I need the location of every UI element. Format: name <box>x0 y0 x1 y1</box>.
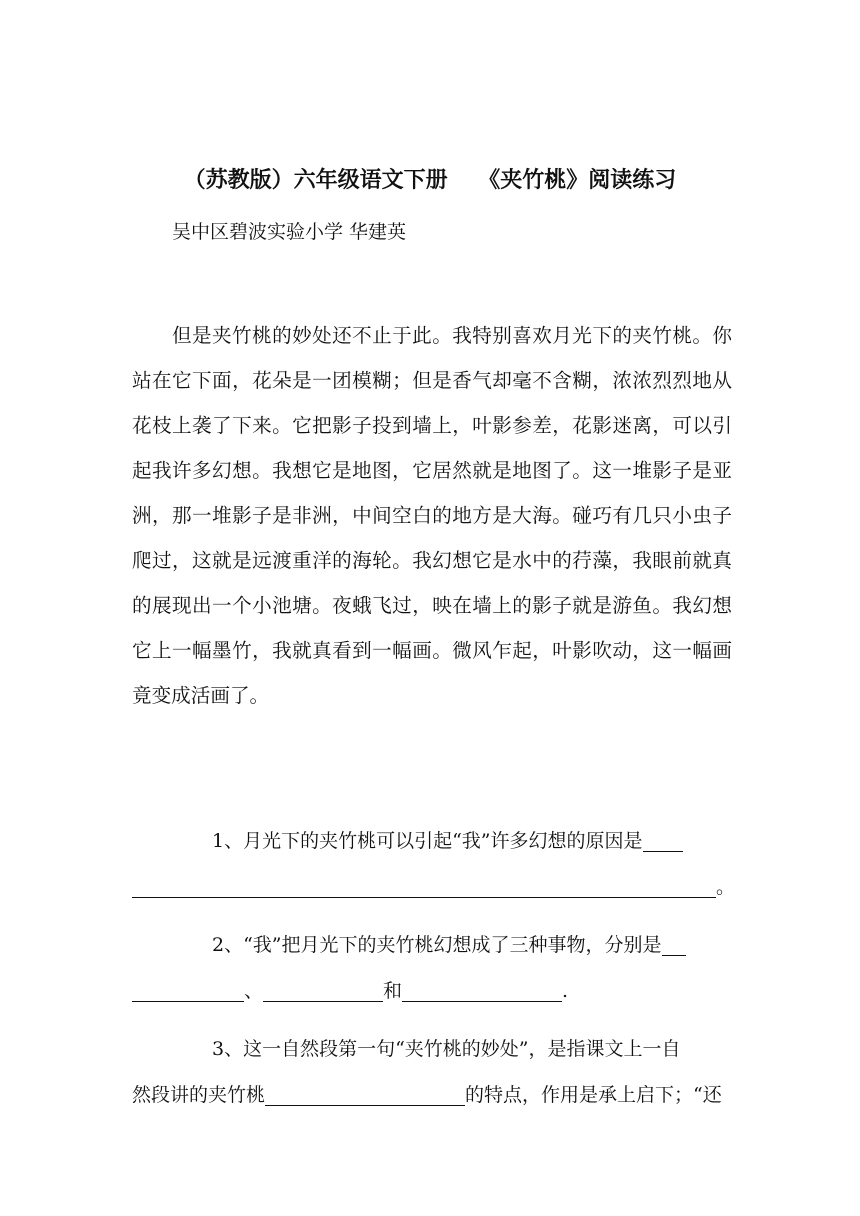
passage-line: 但是夹竹桃的妙处还不止于此。我特别喜欢月光下的夹竹桃。你 <box>172 324 732 347</box>
passage-line: 站在它下面，花朵是一团模糊；但是香气却毫不含糊，浓浓烈烈地从 <box>132 369 732 392</box>
question-3-continuation <box>132 1072 732 1118</box>
question-1-text: 1、月光下的夹竹桃可以引起“我”许多幻想的原因是 <box>212 830 643 852</box>
passage-line: 爬过，这就是远渡重洋的海轮。我幻想它是水中的荇藻，我眼前就真 <box>132 549 732 572</box>
answer-blank[interactable] <box>263 971 383 1002</box>
passage-line: 花枝上袭了下来。它把影子投到墙上，叶影参差，花影迷离，可以引 <box>132 414 732 437</box>
reading-passage <box>132 313 732 718</box>
question-2-end: . <box>562 980 569 1002</box>
answer-blank[interactable] <box>643 821 683 852</box>
answer-blank[interactable] <box>132 971 244 1002</box>
question-1-continuation <box>132 864 736 910</box>
answer-blank[interactable] <box>662 925 686 956</box>
question-3-text-b: 的特点，作用是承上启下；“还 <box>465 1084 722 1106</box>
question-list <box>132 818 736 1118</box>
answer-blank[interactable] <box>265 1075 465 1106</box>
question-2 <box>132 922 732 968</box>
passage-line: 竟变成活画了。 <box>132 684 270 707</box>
question-3 <box>132 1026 732 1072</box>
question-2-separator: 、 <box>244 980 264 1002</box>
question-1 <box>132 818 732 864</box>
question-1-end: 。 <box>716 876 736 898</box>
answer-blank[interactable] <box>402 971 562 1002</box>
passage-line: 洲，那一堆影子是非洲，中间空白的地方是大海。碰巧有几只小虫子 <box>132 504 732 527</box>
author-line: 吴中区碧波实验小学 华建英 <box>172 221 407 243</box>
question-2-text: 2、“我”把月光下的夹竹桃幻想成了三种事物，分别是 <box>212 934 662 956</box>
passage-line: 起我许多幻想。我想它是地图，它居然就是地图了。这一堆影子是亚 <box>132 459 732 482</box>
answer-blank[interactable] <box>132 867 716 898</box>
passage-line: 它上一幅墨竹，我就真看到一幅画。微风乍起，叶影吹动，这一幅画 <box>132 639 732 662</box>
question-3-text: 3、这一自然段第一句“夹竹桃的妙处”，是指课文上一自 <box>212 1038 681 1060</box>
passage-line: 的展现出一个小池塘。夜蛾飞过，映在墙上的影子就是游鱼。我幻想 <box>132 594 732 617</box>
question-2-continuation <box>132 968 732 1014</box>
document-title: （苏教版）六年级语文下册 《夹竹桃》阅读练习 <box>183 167 677 193</box>
question-3-text-a: 然段讲的夹竹桃 <box>132 1084 266 1106</box>
question-2-and: 和 <box>383 980 403 1002</box>
